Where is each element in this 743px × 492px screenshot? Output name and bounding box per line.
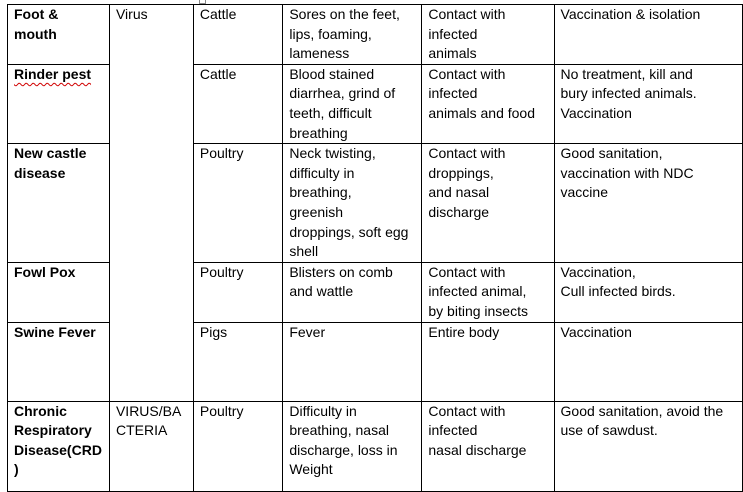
disease-cell[interactable]: Chronic Respiratory Disease(CRD ) xyxy=(8,401,110,491)
disease-cell[interactable]: New castle disease xyxy=(8,144,110,263)
animal-cell[interactable]: Cattle xyxy=(193,5,282,65)
disease-cell[interactable] xyxy=(8,64,110,143)
table-row xyxy=(8,401,743,491)
control-cell[interactable]: Vaccination xyxy=(554,322,742,401)
symptoms-cell[interactable]: Blisters on comb and wattle xyxy=(283,262,422,322)
spread-cell[interactable]: Entire body xyxy=(422,322,554,401)
control-cell[interactable]: Vaccination, Cull infected birds. xyxy=(554,262,742,322)
animal-cell[interactable]: Cattle xyxy=(193,64,282,143)
spread-cell[interactable]: Contact with infected animals xyxy=(422,5,554,65)
symptoms-cell[interactable]: Sores on the feet, lips, foaming, lameness xyxy=(283,5,422,65)
livestock-disease-table xyxy=(7,4,743,492)
animal-cell[interactable]: Poultry xyxy=(193,144,282,263)
control-cell[interactable]: Good sanitation, avoid the use of sawdust. xyxy=(554,401,742,491)
symptoms-cell[interactable]: Difficulty in breathing, nasal discharge, loss in Weight xyxy=(283,401,422,491)
spread-cell[interactable]: Contact with infected animal, by biting insects xyxy=(422,262,554,322)
control-cell[interactable]: Good sanitation, vaccination with NDC vaccine xyxy=(554,144,742,263)
animal-cell[interactable]: Pigs xyxy=(193,322,282,401)
symptoms-cell[interactable]: Blood stained diarrhea, grind of teeth, difficult breathing xyxy=(283,64,422,143)
symptoms-cell[interactable]: Neck twisting, difficulty in breathing, greenish droppings, soft egg shell xyxy=(283,144,422,263)
symptoms-cell[interactable]: Fever xyxy=(283,322,422,401)
animal-cell[interactable]: Poultry xyxy=(193,401,282,491)
cause-cell[interactable]: Virus xyxy=(109,5,193,402)
spellcheck-underline: Rinder pest xyxy=(14,65,92,82)
spread-cell[interactable]: Contact with droppings, and nasal discharge xyxy=(422,144,554,263)
spread-cell[interactable]: Contact with infected nasal discharge xyxy=(422,401,554,491)
disease-cell[interactable]: Fowl Pox xyxy=(8,262,110,322)
control-cell[interactable]: Vaccination & isolation xyxy=(554,5,742,65)
spread-cell[interactable]: Contact with infected animals and food xyxy=(422,64,554,143)
disease-cell[interactable]: Foot & mouth xyxy=(8,5,110,65)
disease-cell[interactable]: Swine Fever xyxy=(8,322,110,401)
control-cell[interactable]: No treatment, kill and bury infected animals. Vaccination xyxy=(554,64,742,143)
animal-cell[interactable]: Poultry xyxy=(193,262,282,322)
table-row xyxy=(8,5,743,65)
cause-cell[interactable]: VIRUS/BA CTERIA xyxy=(109,401,193,491)
